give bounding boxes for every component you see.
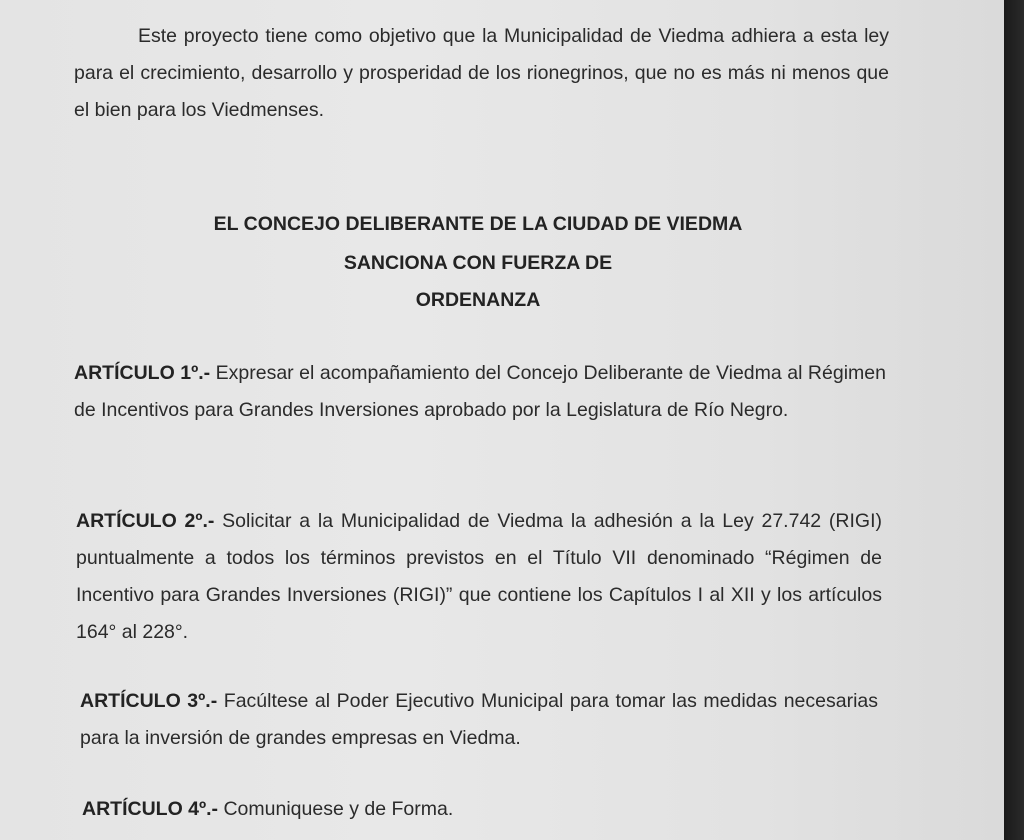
heading-line-2: SANCIONA CON FUERZA DE [343,252,613,274]
article-3-text: Facúltese al Poder Ejecutivo Municipal para tomar las medidas necesarias para la inversión de grandes empresas en Viedma. [80,690,878,749]
article-1 [74,355,886,429]
intro-paragraph: Este proyecto tiene como objetivo que la Municipalidad de Viedma adhiera a esta ley para el crecimiento, desarrollo y prosperidad de los rionegrinos, que no es más ni menos que el bien para los Viedmenses. [74,25,889,121]
article-4 [82,791,880,828]
article-2-label: ARTÍCULO 2º.- [76,510,215,532]
heading-line-3: ORDENANZA [415,289,541,311]
article-1-text: Expresar el acompañamiento del Concejo Deliberante de Viedma al Régimen de Incentivos para Grandes Inversiones aprobado por la Legislatura de Río Negro. [74,362,886,421]
article-3-label: ARTÍCULO 3º.- [80,690,218,712]
page-edge-shadow [1004,0,1024,840]
article-3 [80,683,878,757]
article-1-label: ARTÍCULO 1º.- [74,362,211,384]
heading-line-1: EL CONCEJO DELIBERANTE DE LA CIUDAD DE VIEDMA [213,213,743,235]
article-2-text: Solicitar a la Municipalidad de Viedma la adhesión a la Ley 27.742 (RIGI) puntualmente a todos los términos previstos en el Título VII denominado “Régimen de Incentivo para Grandes Inversiones (RIGI)” que contiene los Capítulos I al XII y los artículos 164° al 228°. [76,510,882,643]
article-2 [76,503,882,651]
article-4-label: ARTÍCULO 4º.- [82,798,219,820]
article-4-text: Comuniquese y de Forma. [218,798,454,820]
